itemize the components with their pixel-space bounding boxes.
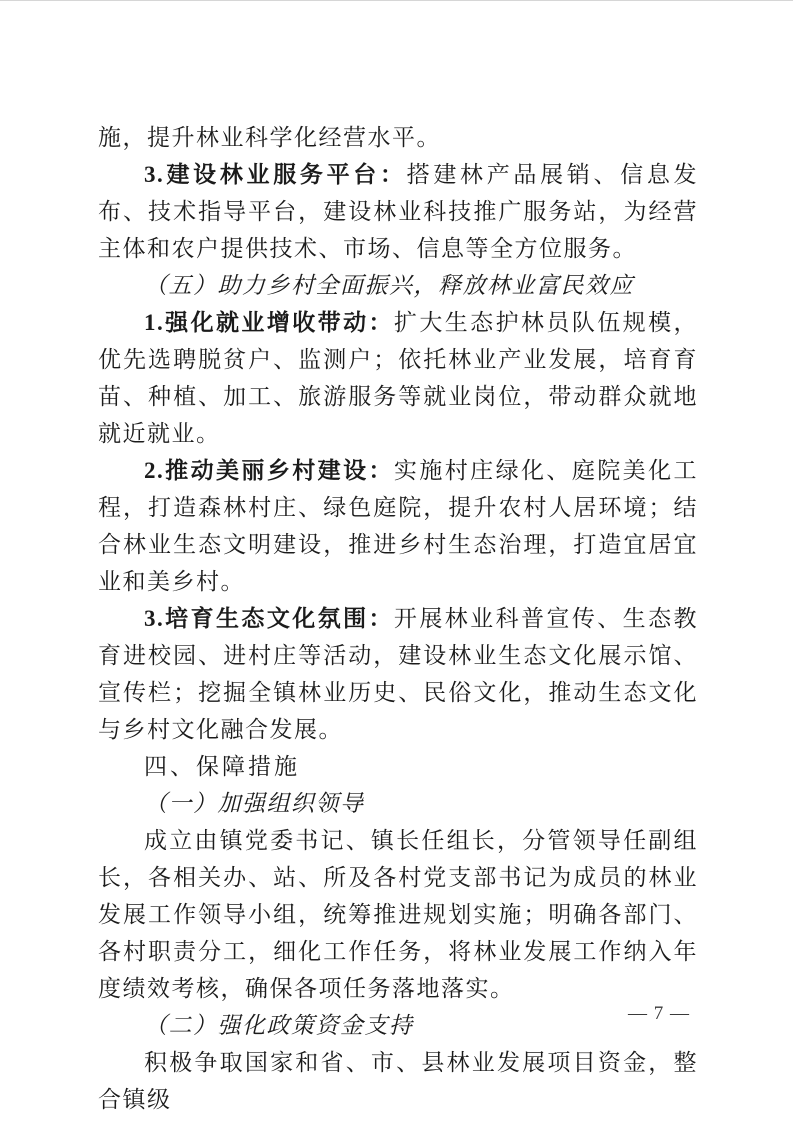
heading-section-four: 四、保障措施: [144, 753, 300, 779]
document-body: [98, 119, 698, 1118]
page-number: — 7 —: [628, 1003, 690, 1024]
heading-subsection-two: （二）强化政策资金支持: [144, 1013, 414, 1038]
paragraph-employment: [98, 304, 698, 452]
paragraph-beautiful-village-lead: 2.推动美丽乡村建设：: [144, 458, 394, 483]
paragraph-organization: 成立由镇党委书记、镇长任组长，分管领导任副组长，各相关办、站、所及各村党支部书记为成员的林业发展工作领导小组，统筹推进规划实施；明确各部门、各村职责分工，细化工作任务，将林业发展工作纳入年度绩效考核，确保各项任务落地落实。: [98, 828, 698, 1001]
paragraph-service-platform-lead: 3.建设林业服务平台：: [144, 162, 407, 187]
paragraph-eco-culture-lead: 3.培育生态文化氛围：: [144, 606, 394, 631]
paragraph-beautiful-village: [98, 452, 698, 600]
paragraph-employment-body: 扩大生态护林员队伍规模，优先选聘脱贫户、监测户；依托林业产业发展，培育育苗、种植、加工、旅游服务等就业岗位，带动群众就地就近就业。: [98, 310, 699, 446]
paragraph-service-platform-body: 搭建林产品展销、信息发布、技术指导平台，建设林业科技推广服务站，为经营主体和农户提供技术、市场、信息等全方位服务。: [98, 162, 698, 261]
heading-section-five: （五）助力乡村全面振兴，释放林业富民效应: [144, 273, 634, 298]
paragraph-funding: 积极争取国家和省、市、县林业发展项目资金，整合镇级: [98, 1050, 698, 1112]
heading-subsection-one: （一）加强组织领导: [144, 791, 365, 816]
paragraph-employment-lead: 1.强化就业增收带动：: [144, 310, 394, 335]
paragraph-beautiful-village-body: 实施村庄绿化、庭院美化工程，打造森林村庄、绿色庭院，提升农村人居环境；结合林业生态文明建设，推进乡村生态治理，打造宜居宜业和美乡村。: [98, 458, 699, 594]
paragraph-eco-culture: [98, 600, 698, 748]
paragraph-service-platform: [98, 156, 698, 267]
paragraph-continuation: 施，提升林业科学化经营水平。: [98, 125, 441, 150]
paragraph-eco-culture-body: 开展林业科普宣传、生态教育进校园、进村庄等活动，建设林业生态文化展示馆、宣传栏；挖掘全镇林业历史、民俗文化，推动生态文化与乡村文化融合发展。: [98, 606, 699, 742]
